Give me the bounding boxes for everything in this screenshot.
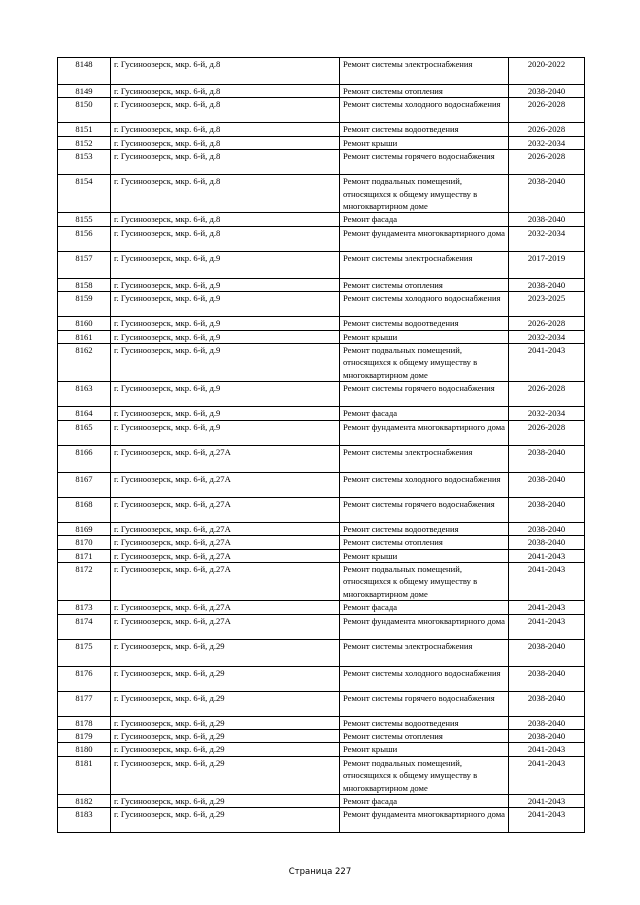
period-cell: 2041-2043: [509, 743, 585, 756]
period-cell: 2032-2034: [509, 330, 585, 343]
table-row: [58, 691, 585, 716]
period-cell: 2026-2028: [509, 317, 585, 330]
period-cell: 2017-2019: [509, 251, 585, 278]
work-type-cell: Ремонт системы отопления: [340, 85, 509, 98]
row-number-cell: 8183: [58, 808, 111, 833]
row-number-cell: 8176: [58, 666, 111, 691]
address-cell: г. Гусиноозерск, мкр. 6-й, д.9: [111, 251, 340, 278]
work-type-cell: Ремонт подвальных помещений, относящихся к общему имуществу в многоквартирном доме: [340, 756, 509, 794]
table-row: [58, 136, 585, 149]
table-row: [58, 639, 585, 666]
row-number-cell: 8180: [58, 743, 111, 756]
row-number-cell: 8167: [58, 472, 111, 497]
table-row: [58, 472, 585, 497]
table-row: [58, 150, 585, 175]
table-row: [58, 292, 585, 317]
row-number-cell: 8177: [58, 691, 111, 716]
period-cell: 2041-2043: [509, 794, 585, 807]
period-cell: 2038-2040: [509, 497, 585, 522]
row-number-cell: 8171: [58, 549, 111, 562]
address-cell: г. Гусиноозерск, мкр. 6-й, д.29: [111, 756, 340, 794]
work-type-cell: Ремонт фундамента многоквартирного дома: [340, 614, 509, 639]
period-cell: 2038-2040: [509, 472, 585, 497]
row-number-cell: 8159: [58, 292, 111, 317]
row-number-cell: 8157: [58, 251, 111, 278]
row-number-cell: 8166: [58, 445, 111, 472]
address-cell: г. Гусиноозерск, мкр. 6-й, д.8: [111, 136, 340, 149]
row-number-cell: 8164: [58, 407, 111, 420]
work-type-cell: Ремонт системы водоотведения: [340, 123, 509, 136]
row-number-cell: 8150: [58, 98, 111, 123]
address-cell: г. Гусиноозерск, мкр. 6-й, д.27А: [111, 445, 340, 472]
work-type-cell: Ремонт системы отопления: [340, 278, 509, 291]
period-cell: 2038-2040: [509, 522, 585, 535]
period-cell: 2038-2040: [509, 716, 585, 729]
work-type-cell: Ремонт системы отопления: [340, 536, 509, 549]
period-cell: 2038-2040: [509, 666, 585, 691]
table-row: [58, 330, 585, 343]
table-row: [58, 601, 585, 614]
work-type-cell: Ремонт системы электроснабжения: [340, 58, 509, 85]
table-row: [58, 85, 585, 98]
address-cell: г. Гусиноозерск, мкр. 6-й, д.8: [111, 175, 340, 213]
period-cell: 2041-2043: [509, 614, 585, 639]
address-cell: г. Гусиноозерск, мкр. 6-й, д.29: [111, 639, 340, 666]
row-number-cell: 8163: [58, 382, 111, 407]
address-cell: г. Гусиноозерск, мкр. 6-й, д.27А: [111, 536, 340, 549]
work-type-cell: Ремонт фундамента многоквартирного дома: [340, 420, 509, 445]
row-number-cell: 8156: [58, 226, 111, 251]
row-number-cell: 8160: [58, 317, 111, 330]
work-type-cell: Ремонт крыши: [340, 549, 509, 562]
table-row: [58, 382, 585, 407]
table-row: [58, 123, 585, 136]
period-cell: 2020-2022: [509, 58, 585, 85]
work-type-cell: Ремонт системы отопления: [340, 729, 509, 742]
work-type-cell: Ремонт системы горячего водоснабжения: [340, 382, 509, 407]
table-row: [58, 729, 585, 742]
table-row: [58, 317, 585, 330]
period-cell: 2041-2043: [509, 549, 585, 562]
table-row: [58, 407, 585, 420]
table-row: [58, 226, 585, 251]
row-number-cell: 8154: [58, 175, 111, 213]
work-type-cell: Ремонт системы водоотведения: [340, 716, 509, 729]
period-cell: 2026-2028: [509, 420, 585, 445]
row-number-cell: 8162: [58, 344, 111, 382]
period-cell: 2038-2040: [509, 445, 585, 472]
address-cell: г. Гусиноозерск, мкр. 6-й, д.8: [111, 85, 340, 98]
address-cell: г. Гусиноозерск, мкр. 6-й, д.27А: [111, 549, 340, 562]
work-type-cell: Ремонт системы холодного водоснабжения: [340, 472, 509, 497]
address-cell: г. Гусиноозерск, мкр. 6-й, д.27А: [111, 614, 340, 639]
work-type-cell: Ремонт системы горячего водоснабжения: [340, 691, 509, 716]
period-cell: 2038-2040: [509, 729, 585, 742]
address-cell: г. Гусиноозерск, мкр. 6-й, д.9: [111, 344, 340, 382]
page-number: Страница 227: [288, 867, 352, 877]
period-cell: 2038-2040: [509, 536, 585, 549]
row-number-cell: 8148: [58, 58, 111, 85]
period-cell: 2038-2040: [509, 639, 585, 666]
table-row: [58, 497, 585, 522]
row-number-cell: 8152: [58, 136, 111, 149]
table-row: [58, 562, 585, 600]
address-cell: г. Гусиноозерск, мкр. 6-й, д.8: [111, 98, 340, 123]
table-row: [58, 175, 585, 213]
work-type-cell: Ремонт фундамента многоквартирного дома: [340, 226, 509, 251]
period-cell: 2032-2034: [509, 226, 585, 251]
period-cell: 2041-2043: [509, 601, 585, 614]
table-row: [58, 420, 585, 445]
period-cell: 2032-2034: [509, 136, 585, 149]
address-cell: г. Гусиноозерск, мкр. 6-й, д.27А: [111, 497, 340, 522]
table-row: [58, 58, 585, 85]
address-cell: г. Гусиноозерск, мкр. 6-й, д.29: [111, 666, 340, 691]
row-number-cell: 8174: [58, 614, 111, 639]
row-number-cell: 8182: [58, 794, 111, 807]
period-cell: 2026-2028: [509, 150, 585, 175]
table-row: [58, 549, 585, 562]
table-row: [58, 344, 585, 382]
work-type-cell: Ремонт фундамента многоквартирного дома: [340, 808, 509, 833]
address-cell: г. Гусиноозерск, мкр. 6-й, д.29: [111, 794, 340, 807]
work-type-cell: Ремонт системы горячего водоснабжения: [340, 150, 509, 175]
address-cell: г. Гусиноозерск, мкр. 6-й, д.9: [111, 317, 340, 330]
period-cell: 2038-2040: [509, 691, 585, 716]
address-cell: г. Гусиноозерск, мкр. 6-й, д.8: [111, 226, 340, 251]
work-type-cell: Ремонт фасада: [340, 601, 509, 614]
address-cell: г. Гусиноозерск, мкр. 6-й, д.27А: [111, 562, 340, 600]
work-type-cell: Ремонт крыши: [340, 330, 509, 343]
work-type-cell: Ремонт фасада: [340, 407, 509, 420]
row-number-cell: 8169: [58, 522, 111, 535]
address-cell: г. Гусиноозерск, мкр. 6-й, д.27А: [111, 601, 340, 614]
table-row: [58, 278, 585, 291]
address-cell: г. Гусиноозерск, мкр. 6-й, д.8: [111, 213, 340, 226]
table-row: [58, 536, 585, 549]
table-row: [58, 666, 585, 691]
table-row: [58, 756, 585, 794]
table-row: [58, 614, 585, 639]
table-row: [58, 743, 585, 756]
row-number-cell: 8178: [58, 716, 111, 729]
table-row: [58, 445, 585, 472]
row-number-cell: 8165: [58, 420, 111, 445]
period-cell: 2038-2040: [509, 85, 585, 98]
table-row: [58, 251, 585, 278]
row-number-cell: 8149: [58, 85, 111, 98]
row-number-cell: 8175: [58, 639, 111, 666]
period-cell: 2041-2043: [509, 756, 585, 794]
row-number-cell: 8170: [58, 536, 111, 549]
table-row: [58, 98, 585, 123]
work-type-cell: Ремонт фасада: [340, 794, 509, 807]
address-cell: г. Гусиноозерск, мкр. 6-й, д.9: [111, 278, 340, 291]
work-type-cell: Ремонт подвальных помещений, относящихся к общему имуществу в многоквартирном доме: [340, 562, 509, 600]
period-cell: 2041-2043: [509, 344, 585, 382]
work-type-cell: Ремонт крыши: [340, 743, 509, 756]
address-cell: г. Гусиноозерск, мкр. 6-й, д.29: [111, 808, 340, 833]
work-type-cell: Ремонт системы водоотведения: [340, 522, 509, 535]
address-cell: г. Гусиноозерск, мкр. 6-й, д.9: [111, 382, 340, 407]
address-cell: г. Гусиноозерск, мкр. 6-й, д.29: [111, 716, 340, 729]
period-cell: 2038-2040: [509, 213, 585, 226]
work-type-cell: Ремонт системы электроснабжения: [340, 251, 509, 278]
work-type-cell: Ремонт системы электроснабжения: [340, 445, 509, 472]
row-number-cell: 8155: [58, 213, 111, 226]
address-cell: г. Гусиноозерск, мкр. 6-й, д.9: [111, 330, 340, 343]
address-cell: г. Гусиноозерск, мкр. 6-й, д.9: [111, 420, 340, 445]
work-type-cell: Ремонт системы холодного водоснабжения: [340, 666, 509, 691]
work-type-cell: Ремонт подвальных помещений, относящихся к общему имуществу в многоквартирном доме: [340, 344, 509, 382]
row-number-cell: 8179: [58, 729, 111, 742]
period-cell: 2026-2028: [509, 382, 585, 407]
row-number-cell: 8153: [58, 150, 111, 175]
row-number-cell: 8173: [58, 601, 111, 614]
row-number-cell: 8168: [58, 497, 111, 522]
period-cell: 2026-2028: [509, 98, 585, 123]
page-footer: [0, 867, 640, 877]
row-number-cell: 8151: [58, 123, 111, 136]
work-type-cell: Ремонт системы холодного водоснабжения: [340, 292, 509, 317]
row-number-cell: 8158: [58, 278, 111, 291]
document-page: [57, 57, 584, 833]
table-row: [58, 522, 585, 535]
address-cell: г. Гусиноозерск, мкр. 6-й, д.8: [111, 123, 340, 136]
table-row: [58, 213, 585, 226]
period-cell: 2026-2028: [509, 123, 585, 136]
period-cell: 2038-2040: [509, 278, 585, 291]
period-cell: 2041-2043: [509, 808, 585, 833]
table-body: [58, 58, 585, 833]
work-type-cell: Ремонт системы холодного водоснабжения: [340, 98, 509, 123]
work-type-cell: Ремонт фасада: [340, 213, 509, 226]
work-type-cell: Ремонт подвальных помещений, относящихся к общему имуществу в многоквартирном доме: [340, 175, 509, 213]
address-cell: г. Гусиноозерск, мкр. 6-й, д.9: [111, 407, 340, 420]
row-number-cell: 8172: [58, 562, 111, 600]
address-cell: г. Гусиноозерск, мкр. 6-й, д.29: [111, 691, 340, 716]
address-cell: г. Гусиноозерск, мкр. 6-й, д.8: [111, 150, 340, 175]
period-cell: 2032-2034: [509, 407, 585, 420]
address-cell: г. Гусиноозерск, мкр. 6-й, д.8: [111, 58, 340, 85]
table-row: [58, 794, 585, 807]
work-type-cell: Ремонт системы водоотведения: [340, 317, 509, 330]
row-number-cell: 8161: [58, 330, 111, 343]
table-row: [58, 716, 585, 729]
period-cell: 2023-2025: [509, 292, 585, 317]
address-cell: г. Гусиноозерск, мкр. 6-й, д.29: [111, 743, 340, 756]
address-cell: г. Гусиноозерск, мкр. 6-й, д.9: [111, 292, 340, 317]
address-cell: г. Гусиноозерск, мкр. 6-й, д.29: [111, 729, 340, 742]
table-row: [58, 808, 585, 833]
repair-schedule-table: [57, 57, 585, 833]
row-number-cell: 8181: [58, 756, 111, 794]
period-cell: 2041-2043: [509, 562, 585, 600]
work-type-cell: Ремонт крыши: [340, 136, 509, 149]
address-cell: г. Гусиноозерск, мкр. 6-й, д.27А: [111, 522, 340, 535]
address-cell: г. Гусиноозерск, мкр. 6-й, д.27А: [111, 472, 340, 497]
work-type-cell: Ремонт системы горячего водоснабжения: [340, 497, 509, 522]
work-type-cell: Ремонт системы электроснабжения: [340, 639, 509, 666]
period-cell: 2038-2040: [509, 175, 585, 213]
